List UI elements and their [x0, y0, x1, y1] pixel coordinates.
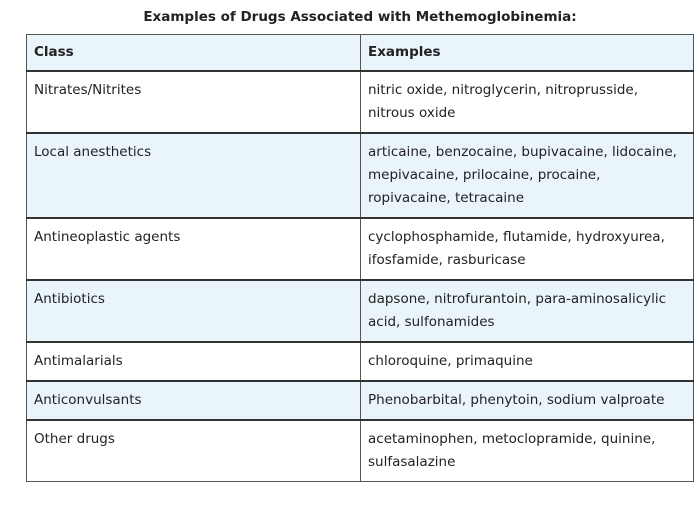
- table-row: [27, 342, 694, 381]
- cell-examples: nitric oxide, nitroglycerin, nitroprusside, nitrous oxide: [361, 71, 694, 133]
- cell-examples: Phenobarbital, phenytoin, sodium valproate: [361, 381, 694, 420]
- cell-class: Anticonvulsants: [27, 381, 361, 420]
- cell-class: Antimalarials: [27, 342, 361, 381]
- cell-class: Nitrates/Nitrites: [27, 71, 361, 133]
- table-header-row: [27, 35, 694, 72]
- cell-class: Antineoplastic agents: [27, 218, 361, 280]
- cell-class: Local anesthetics: [27, 133, 361, 218]
- table-row: [27, 280, 694, 342]
- table-row: [27, 71, 694, 133]
- table-row: [27, 133, 694, 218]
- cell-class: Other drugs: [27, 420, 361, 482]
- cell-class: Antibiotics: [27, 280, 361, 342]
- table-row: [27, 218, 694, 280]
- cell-examples: articaine, benzocaine, bupivacaine, lidocaine, mepivacaine, prilocaine, procaine, ropivacaine, tetracaine: [361, 133, 694, 218]
- header-class: Class: [27, 35, 361, 72]
- cell-examples: cyclophosphamide, flutamide, hydroxyurea, ifosfamide, rasburicase: [361, 218, 694, 280]
- table-row: [27, 420, 694, 482]
- table-caption: Examples of Drugs Associated with Methemoglobinemia:: [143, 9, 577, 25]
- header-examples: Examples: [361, 35, 694, 72]
- cell-examples: chloroquine, primaquine: [361, 342, 694, 381]
- drugs-table: [26, 34, 694, 482]
- cell-examples: dapsone, nitrofurantoin, para-aminosalicylic acid, sulfonamides: [361, 280, 694, 342]
- cell-examples: acetaminophen, metoclopramide, quinine, sulfasalazine: [361, 420, 694, 482]
- table-row: [27, 381, 694, 420]
